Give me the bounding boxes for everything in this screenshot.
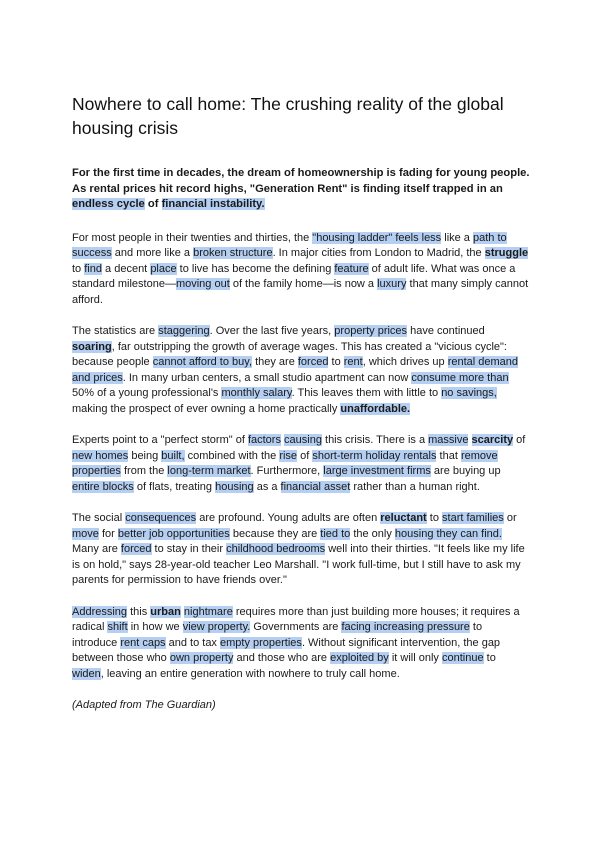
highlighted-phrase: forced — [297, 356, 329, 368]
highlighted-phrase: reluctant — [380, 512, 427, 524]
highlighted-phrase: place — [150, 262, 177, 275]
text-run: this crisis. There is a — [321, 434, 429, 446]
text-run: because they are — [229, 527, 321, 540]
highlighted-phrase: housing they can find. — [394, 527, 502, 540]
text-run: to — [328, 356, 344, 368]
text-run: to stay in their — [151, 543, 227, 555]
highlighted-phrase: moving out — [175, 278, 230, 290]
highlighted-phrase: massive — [428, 434, 469, 446]
text-run: to — [72, 262, 85, 275]
highlighted-phrase: no savings, — [441, 387, 497, 399]
text-run: . Over the last five years, — [209, 325, 335, 337]
highlighted-phrase: rental demand and prices — [72, 356, 519, 384]
text-run: combined with the — [184, 449, 280, 462]
text-run: , far outstripping the growth of average wages. This has created a "vicious cycle": because people — [72, 340, 507, 368]
article-title: Nowhere to call home: The crushing reality of the global housing crisis — [72, 94, 504, 138]
text-run: they are — [252, 356, 298, 368]
paragraph-4 — [72, 511, 530, 589]
text-run: The social — [72, 512, 126, 524]
text-run: from the — [120, 465, 168, 477]
text-run: of the family home—is now a — [229, 278, 378, 290]
highlighted-phrase: cannot afford to buy, — [152, 356, 253, 368]
highlighted-phrase: facing increasing pressure — [341, 621, 470, 633]
highlighted-phrase: feature — [334, 262, 369, 275]
text-run: in how we — [127, 621, 183, 633]
highlighted-phrase: start families — [442, 512, 504, 524]
highlighted-phrase: forced — [120, 543, 152, 555]
highlighted-phrase: financial asset — [280, 480, 351, 493]
highlighted-phrase: move — [72, 527, 99, 540]
highlighted-phrase: empty properties — [220, 636, 302, 649]
highlighted-phrase: childhood bedrooms — [226, 543, 326, 555]
text-run: and those who are — [233, 652, 331, 664]
text-run: are profound. Young adults are often — [196, 512, 381, 524]
text-run: and to tax — [165, 636, 220, 649]
text-run: are buying up — [430, 465, 501, 477]
highlighted-phrase: path to success — [72, 231, 507, 259]
highlighted-phrase: own property — [169, 652, 234, 664]
highlighted-phrase: unaffordable. — [340, 402, 411, 415]
text-run: rather than a human right. — [350, 480, 480, 493]
text-run: well into their thirties. "It feels like my life is on hold," says 28-year-old teacher Leo Marshall. "I work full-time, but I still have to ask my parents for permission to have friends over." — [72, 543, 525, 586]
highlighted-phrase: staggering — [158, 325, 210, 337]
paragraph-3 — [72, 433, 530, 495]
highlighted-phrase: find — [84, 262, 102, 275]
highlighted-phrase: urban — [150, 605, 181, 618]
text-run: it will only — [388, 652, 442, 664]
text-run: this — [127, 605, 151, 618]
text-run: have continued — [407, 325, 485, 337]
highlighted-phrase: rise — [279, 449, 298, 462]
text-run: and more like a — [111, 247, 194, 259]
text-run: to — [483, 652, 496, 664]
text-run: of adult life. What was once a standard milestone— — [72, 262, 516, 290]
highlighted-phrase: new homes — [72, 449, 129, 462]
text-run: of — [144, 198, 162, 210]
text-run: . In major cities from London to Madrid, the — [272, 247, 485, 259]
text-run: like a — [441, 231, 473, 244]
text-run: that many simply cannot afford. — [72, 278, 529, 306]
text-run: , leaving an entire generation with nowhere to truly call home. — [100, 667, 400, 680]
highlighted-phrase: property prices — [334, 325, 408, 337]
text-run: of flats, treating — [133, 480, 216, 493]
text-run: . Furthermore, — [250, 465, 324, 477]
text-run: , which drives up — [362, 356, 448, 368]
highlighted-phrase: continue — [441, 652, 484, 664]
text-run: Many are — [72, 543, 121, 555]
highlighted-phrase: "housing ladder" feels less — [312, 231, 442, 244]
text-run: For the first time in decades, the dream of homeownership is fading for young people. As rental prices hit record highs, "Generation Rent" is finding itself trapped in an — [72, 167, 530, 195]
text-run: making the prospect of ever owning a home practically — [72, 402, 341, 415]
text-run: for — [98, 527, 118, 540]
highlighted-phrase: endless cycle — [72, 198, 145, 210]
highlighted-phrase: nightmare — [183, 605, 233, 618]
text-run: The statistics are — [72, 325, 159, 337]
highlighted-phrase: rent caps — [120, 636, 166, 649]
paragraph-5 — [72, 605, 530, 683]
text-run: to — [426, 512, 443, 524]
text-run: . Without significant intervention, the gap between those who — [72, 636, 501, 664]
text-run: a decent — [101, 262, 151, 275]
source-credit: (Adapted from The Guardian) — [72, 699, 216, 711]
highlighted-phrase: better job opportunities — [117, 527, 230, 540]
paragraph-1 — [72, 231, 530, 309]
highlighted-phrase: causing — [284, 434, 322, 446]
text-run: of — [297, 449, 313, 462]
text-run: requires more than just building more houses; it requires a radical — [72, 605, 520, 633]
highlighted-phrase: Addressing — [72, 605, 128, 618]
text-run: For most people in their twenties and thirties, the — [72, 231, 313, 244]
highlighted-phrase: short-term holiday rentals — [312, 449, 437, 462]
highlighted-phrase: view property. — [182, 621, 251, 633]
highlighted-phrase: rent — [343, 356, 363, 368]
highlighted-phrase: consequences — [125, 512, 197, 524]
text-run: to introduce — [72, 621, 483, 649]
text-run: Governments are — [250, 621, 342, 633]
text-run: to live has become the defining — [176, 262, 335, 275]
highlighted-phrase: financial instability. — [161, 198, 265, 210]
highlighted-phrase: housing — [215, 480, 254, 493]
highlighted-phrase: struggle — [484, 247, 529, 259]
text-run: being — [128, 449, 162, 462]
highlighted-phrase: large investment firms — [323, 465, 431, 477]
highlighted-phrase: exploited by — [330, 652, 389, 664]
paragraph-2 — [72, 324, 530, 417]
highlighted-phrase: broken structure — [193, 247, 273, 259]
highlighted-phrase: luxury — [377, 278, 407, 290]
highlighted-phrase: long-term market — [167, 465, 251, 477]
text-run: of — [513, 434, 526, 446]
text-run: . This leaves them with little to — [291, 387, 442, 399]
text-run: or — [503, 512, 517, 524]
text-run: that — [436, 449, 461, 462]
article-lede — [72, 166, 530, 213]
highlighted-phrase: soaring — [72, 340, 112, 353]
highlighted-phrase: monthly salary — [221, 387, 292, 399]
text-run: as a — [253, 480, 281, 493]
text-run: the only — [350, 527, 395, 540]
text-run: 50% of a young professional's — [72, 387, 222, 399]
highlighted-phrase: factors — [247, 434, 281, 446]
highlighted-phrase: tied to — [320, 527, 351, 540]
text-run: Experts point to a "perfect storm" of — [72, 434, 248, 446]
highlighted-phrase: built, — [161, 449, 185, 462]
highlighted-phrase: scarcity — [471, 434, 514, 446]
highlighted-phrase: consume more than — [411, 371, 509, 384]
highlighted-phrase: entire blocks — [72, 480, 134, 493]
highlighted-phrase: remove properties — [72, 449, 498, 477]
highlighted-phrase: shift — [107, 621, 128, 633]
text-run: . In many urban centers, a small studio apartment can now — [122, 371, 412, 384]
highlighted-phrase: widen — [72, 667, 101, 680]
